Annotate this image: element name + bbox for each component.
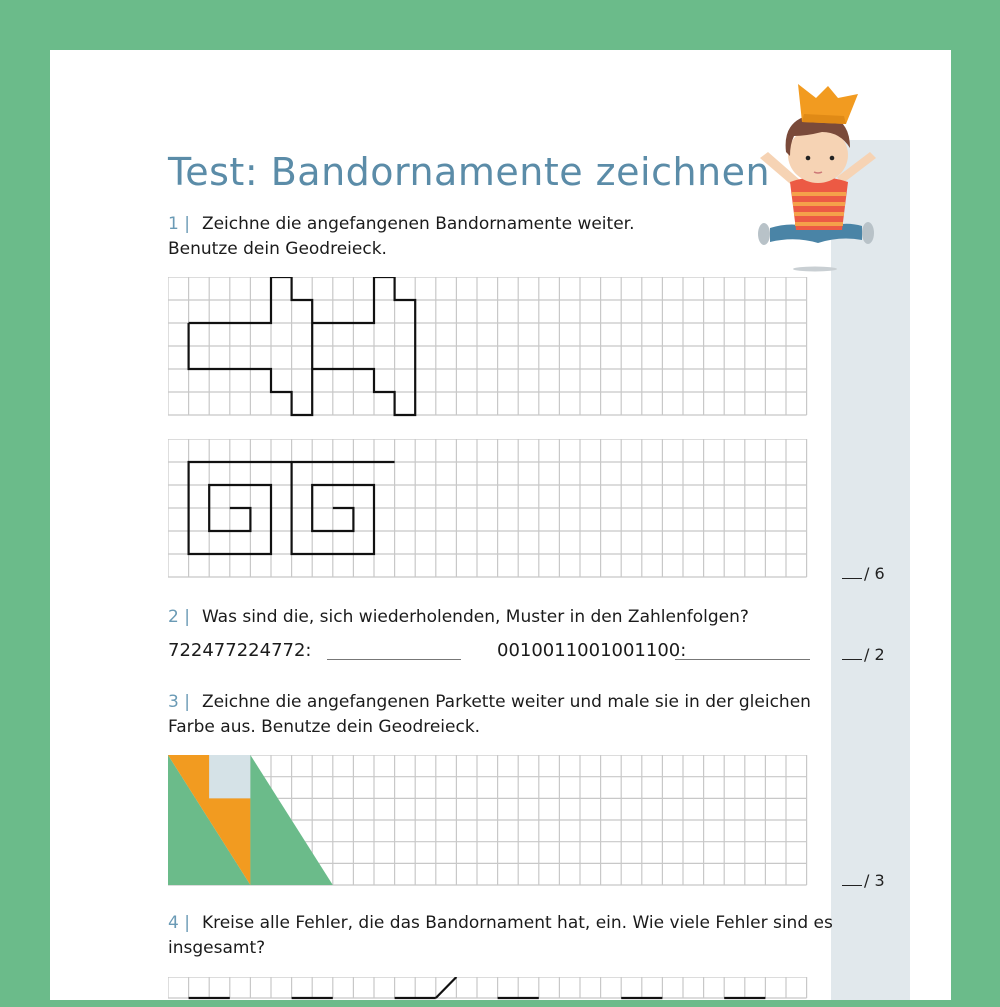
task-number: 1 | — [168, 214, 190, 234]
task-3-instructions — [168, 690, 811, 740]
score-task-2: / 2 — [842, 645, 885, 664]
task-2-instructions — [168, 605, 749, 630]
error-ornament-grid[interactable] — [168, 977, 808, 1007]
worksheet-page — [50, 50, 951, 1000]
score-task-1: / 6 — [842, 564, 885, 583]
answer-field-1[interactable] — [327, 659, 461, 660]
task-text: Farbe aus. Benutze dein Geodreieck. — [168, 717, 481, 737]
task-text: Zeichne die angefangenen Bandornamente weiter. — [201, 214, 635, 234]
task-number: 2 | — [168, 607, 190, 627]
task-text: Benutze dein Geodreieck. — [168, 239, 387, 259]
task-text: Was sind die, sich wiederholenden, Muster in den Zahlenfolgen? — [201, 607, 749, 627]
boy-illustration-icon — [750, 80, 890, 280]
parquet-light-blue — [209, 755, 250, 798]
parquet-grid[interactable] — [168, 755, 808, 887]
task-number: 3 | — [168, 692, 190, 712]
task-1-instructions — [168, 212, 635, 262]
score-task-3: / 3 — [842, 871, 885, 890]
task-4-instructions — [168, 911, 833, 961]
number-sequence-1: 722477224772: — [168, 640, 312, 661]
ornament-grid-1[interactable] — [168, 277, 808, 417]
ornament-grid-2[interactable] — [168, 439, 808, 579]
task-text: Kreise alle Fehler, die das Bandornament hat, ein. Wie viele Fehler sind es — [201, 913, 833, 933]
number-sequence-2: 0010011001001100: — [497, 640, 687, 661]
answer-field-2[interactable] — [675, 659, 810, 660]
task-text: Zeichne die angefangenen Parkette weiter und male sie in der gleichen — [201, 692, 811, 712]
page-title: Test: Bandornamente zeichnen — [168, 150, 771, 194]
task-text: insgesamt? — [168, 938, 266, 958]
task-number: 4 | — [168, 913, 190, 933]
